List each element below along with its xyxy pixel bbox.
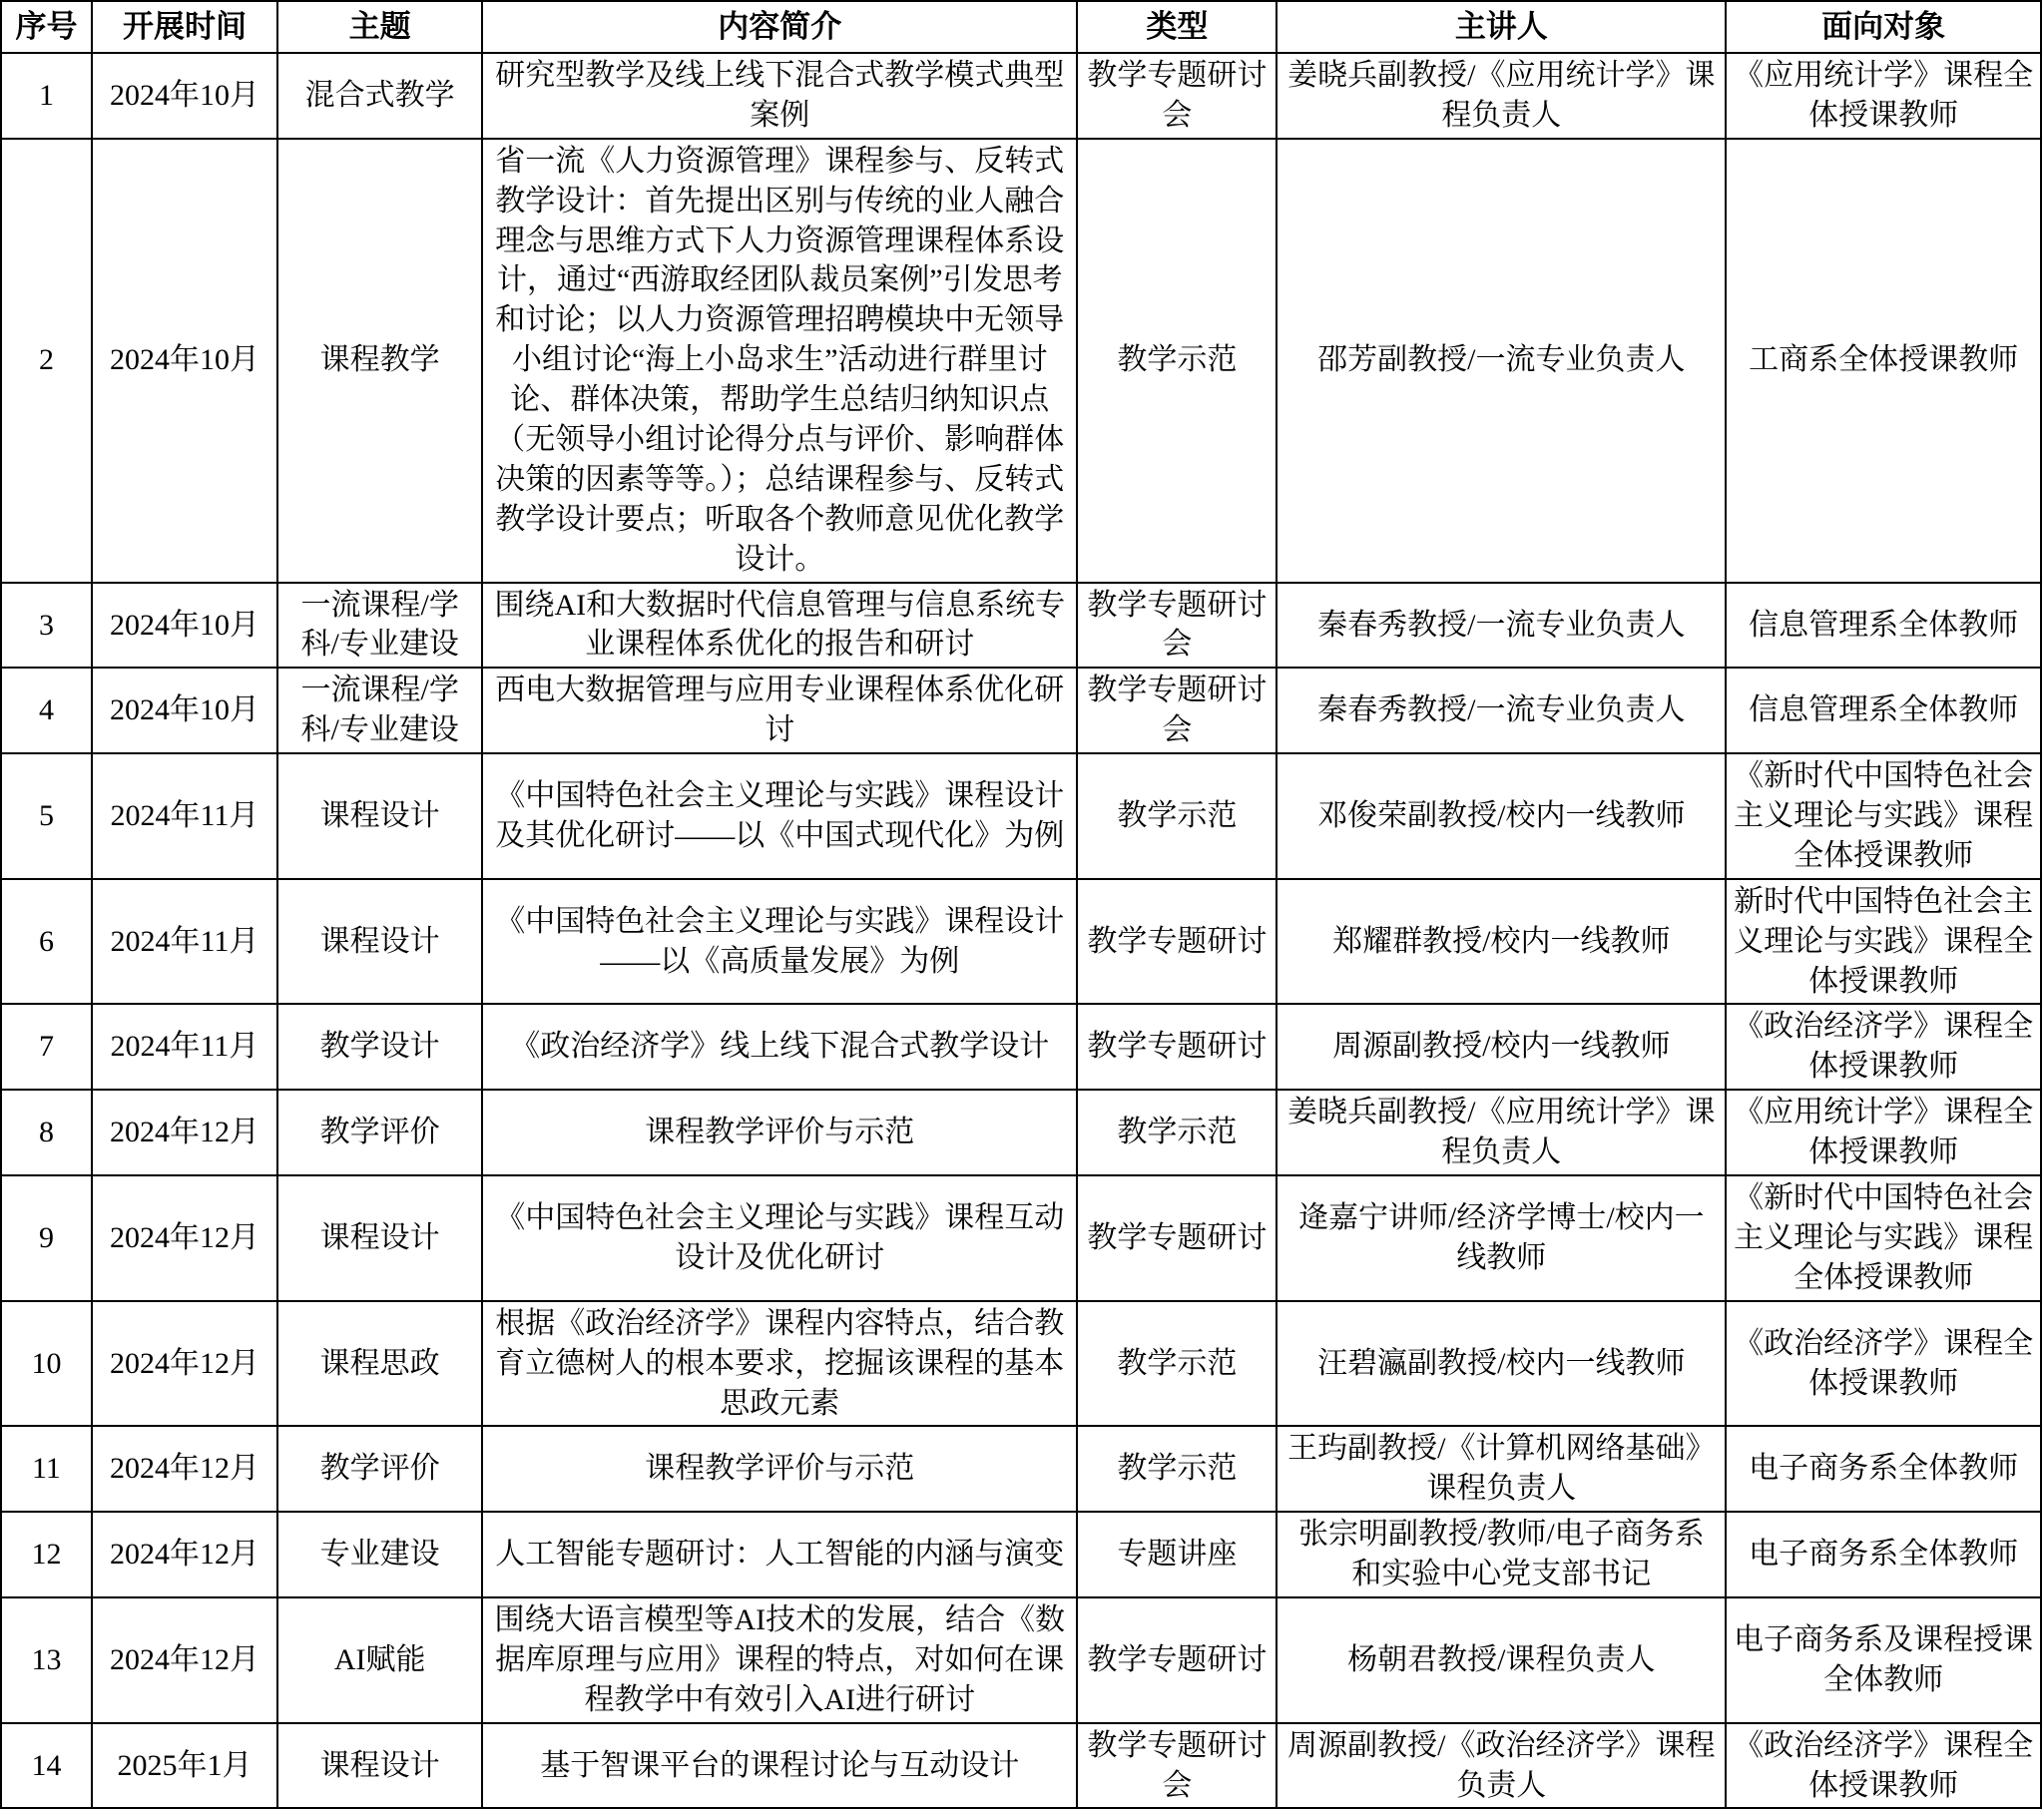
cell-seq: 7	[1, 1004, 92, 1090]
table-row	[1, 1512, 2041, 1597]
column-header-seq: 序号	[1, 1, 92, 53]
cell-seq: 14	[1, 1723, 92, 1809]
cell-type: 教学专题研讨	[1077, 1597, 1277, 1723]
cell-topic: 课程思政	[277, 1301, 482, 1427]
cell-seq: 6	[1, 879, 92, 1005]
cell-content: 《中国特色社会主义理论与实践》课程互动设计及优化研讨	[482, 1175, 1077, 1301]
cell-speaker: 周源副教授/《政治经济学》课程负责人	[1277, 1723, 1726, 1809]
cell-time: 2024年12月	[92, 1512, 277, 1597]
table-row	[1, 668, 2041, 753]
table-row	[1, 1175, 2041, 1301]
cell-time: 2024年11月	[92, 753, 277, 879]
table-body	[1, 53, 2041, 1808]
cell-speaker: 邵芳副教授/一流专业负责人	[1277, 139, 1726, 583]
cell-content: 围绕AI和大数据时代信息管理与信息系统专业课程体系优化的报告和研讨	[482, 583, 1077, 669]
cell-audience: 《新时代中国特色社会主义理论与实践》课程全体授课教师	[1726, 1175, 2041, 1301]
cell-audience: 《新时代中国特色社会主义理论与实践》课程全体授课教师	[1726, 753, 2041, 879]
column-header-content: 内容简介	[482, 1, 1077, 53]
cell-audience: 《政治经济学》课程全体授课教师	[1726, 1301, 2041, 1427]
cell-time: 2024年12月	[92, 1597, 277, 1723]
cell-seq: 13	[1, 1597, 92, 1723]
cell-content: 《中国特色社会主义理论与实践》课程设计及其优化研讨——以《中国式现代化》为例	[482, 753, 1077, 879]
cell-time: 2024年10月	[92, 583, 277, 669]
cell-audience: 电子商务系全体教师	[1726, 1426, 2041, 1512]
cell-content: 课程教学评价与示范	[482, 1090, 1077, 1175]
cell-content: 《政治经济学》线上线下混合式教学设计	[482, 1004, 1077, 1090]
cell-seq: 1	[1, 53, 92, 139]
cell-content: 研究型教学及线上线下混合式教学模式典型案例	[482, 53, 1077, 139]
cell-topic: AI赋能	[277, 1597, 482, 1723]
cell-type: 教学专题研讨会	[1077, 1723, 1277, 1809]
cell-topic: 一流课程/学科/专业建设	[277, 583, 482, 669]
cell-speaker: 逄嘉宁讲师/经济学博士/校内一线教师	[1277, 1175, 1726, 1301]
cell-audience: 信息管理系全体教师	[1726, 668, 2041, 753]
cell-speaker: 姜晓兵副教授/《应用统计学》课程负责人	[1277, 53, 1726, 139]
cell-type: 教学示范	[1077, 139, 1277, 583]
cell-type: 教学示范	[1077, 1301, 1277, 1427]
cell-speaker: 汪碧瀛副教授/校内一线教师	[1277, 1301, 1726, 1427]
cell-content: 西电大数据管理与应用专业课程体系优化研讨	[482, 668, 1077, 753]
cell-audience: 《政治经济学》课程全体授课教师	[1726, 1723, 2041, 1809]
cell-speaker: 秦春秀教授/一流专业负责人	[1277, 668, 1726, 753]
table-row	[1, 1004, 2041, 1090]
table-row	[1, 53, 2041, 139]
cell-topic: 课程教学	[277, 139, 482, 583]
cell-content: 基于智课平台的课程讨论与互动设计	[482, 1723, 1077, 1809]
cell-topic: 课程设计	[277, 1723, 482, 1809]
cell-time: 2024年11月	[92, 1004, 277, 1090]
cell-type: 教学专题研讨会	[1077, 53, 1277, 139]
cell-topic: 教学评价	[277, 1426, 482, 1512]
cell-topic: 一流课程/学科/专业建设	[277, 668, 482, 753]
cell-speaker: 邓俊荣副教授/校内一线教师	[1277, 753, 1726, 879]
cell-type: 教学示范	[1077, 1090, 1277, 1175]
cell-speaker: 秦春秀教授/一流专业负责人	[1277, 583, 1726, 669]
cell-audience: 电子商务系及课程授课全体教师	[1726, 1597, 2041, 1723]
cell-audience: 《政治经济学》课程全体授课教师	[1726, 1004, 2041, 1090]
cell-content: 根据《政治经济学》课程内容特点，结合教育立德树人的根本要求，挖掘该课程的基本思政元素	[482, 1301, 1077, 1427]
cell-type: 教学专题研讨	[1077, 1175, 1277, 1301]
cell-content: 《中国特色社会主义理论与实践》课程设计——以《高质量发展》为例	[482, 879, 1077, 1005]
cell-time: 2024年12月	[92, 1301, 277, 1427]
table-row	[1, 1723, 2041, 1809]
cell-seq: 5	[1, 753, 92, 879]
cell-topic: 教学评价	[277, 1090, 482, 1175]
cell-content: 围绕大语言模型等AI技术的发展，结合《数据库原理与应用》课程的特点，对如何在课程教学中有效引入AI进行研讨	[482, 1597, 1077, 1723]
cell-time: 2024年12月	[92, 1426, 277, 1512]
table-row	[1, 1426, 2041, 1512]
column-header-speaker: 主讲人	[1277, 1, 1726, 53]
cell-audience: 《应用统计学》课程全体授课教师	[1726, 53, 2041, 139]
cell-speaker: 杨朝君教授/课程负责人	[1277, 1597, 1726, 1723]
cell-seq: 9	[1, 1175, 92, 1301]
cell-content: 人工智能专题研讨：人工智能的内涵与演变	[482, 1512, 1077, 1597]
column-header-time: 开展时间	[92, 1, 277, 53]
cell-content: 省一流《人力资源管理》课程参与、反转式教学设计：首先提出区别与传统的业人融合理念与思维方式下人力资源管理课程体系设计，通过“西游取经团队裁员案例”引发思考和讨论；以人力资源管理招聘模块中无领导小组讨论“海上小岛求生”活动进行群里讨论、群体决策，帮助学生总结归纳知识点（无领导小组讨论得分点与评价、影响群体决策的因素等等。）；总结课程参与、反转式教学设计要点；听取各个教师意见优化教学设计。	[482, 139, 1077, 583]
cell-time: 2024年10月	[92, 139, 277, 583]
header-row	[1, 1, 2041, 53]
cell-seq: 11	[1, 1426, 92, 1512]
cell-type: 教学专题研讨	[1077, 879, 1277, 1005]
cell-topic: 课程设计	[277, 879, 482, 1005]
column-header-audience: 面向对象	[1726, 1, 2041, 53]
cell-topic: 混合式教学	[277, 53, 482, 139]
cell-audience: 电子商务系全体教师	[1726, 1512, 2041, 1597]
table-row	[1, 1090, 2041, 1175]
cell-seq: 10	[1, 1301, 92, 1427]
cell-time: 2024年10月	[92, 668, 277, 753]
cell-seq: 3	[1, 583, 92, 669]
cell-content: 课程教学评价与示范	[482, 1426, 1077, 1512]
cell-type: 教学专题研讨	[1077, 1004, 1277, 1090]
cell-seq: 4	[1, 668, 92, 753]
cell-type: 教学示范	[1077, 753, 1277, 879]
cell-topic: 教学设计	[277, 1004, 482, 1090]
cell-topic: 课程设计	[277, 753, 482, 879]
cell-speaker: 王玙副教授/《计算机网络基础》课程负责人	[1277, 1426, 1726, 1512]
cell-topic: 课程设计	[277, 1175, 482, 1301]
cell-speaker: 张宗明副教授/教师/电子商务系和实验中心党支部书记	[1277, 1512, 1726, 1597]
table-row	[1, 1597, 2041, 1723]
cell-audience: 《应用统计学》课程全体授课教师	[1726, 1090, 2041, 1175]
cell-topic: 专业建设	[277, 1512, 482, 1597]
cell-time: 2025年1月	[92, 1723, 277, 1809]
cell-speaker: 周源副教授/校内一线教师	[1277, 1004, 1726, 1090]
cell-time: 2024年12月	[92, 1175, 277, 1301]
cell-seq: 12	[1, 1512, 92, 1597]
cell-audience: 新时代中国特色社会主义理论与实践》课程全体授课教师	[1726, 879, 2041, 1005]
cell-time: 2024年10月	[92, 53, 277, 139]
cell-type: 教学示范	[1077, 1426, 1277, 1512]
cell-speaker: 姜晓兵副教授/《应用统计学》课程负责人	[1277, 1090, 1726, 1175]
cell-type: 教学专题研讨会	[1077, 668, 1277, 753]
cell-type: 专题讲座	[1077, 1512, 1277, 1597]
table-row	[1, 139, 2041, 583]
cell-audience: 信息管理系全体教师	[1726, 583, 2041, 669]
cell-seq: 8	[1, 1090, 92, 1175]
table-row	[1, 753, 2041, 879]
cell-time: 2024年11月	[92, 879, 277, 1005]
cell-type: 教学专题研讨会	[1077, 583, 1277, 669]
cell-speaker: 郑耀群教授/校内一线教师	[1277, 879, 1726, 1005]
cell-time: 2024年12月	[92, 1090, 277, 1175]
column-header-topic: 主题	[277, 1, 482, 53]
table-row	[1, 879, 2041, 1005]
cell-audience: 工商系全体授课教师	[1726, 139, 2041, 583]
column-header-type: 类型	[1077, 1, 1277, 53]
cell-seq: 2	[1, 139, 92, 583]
table-row	[1, 583, 2041, 669]
table-row	[1, 1301, 2041, 1427]
